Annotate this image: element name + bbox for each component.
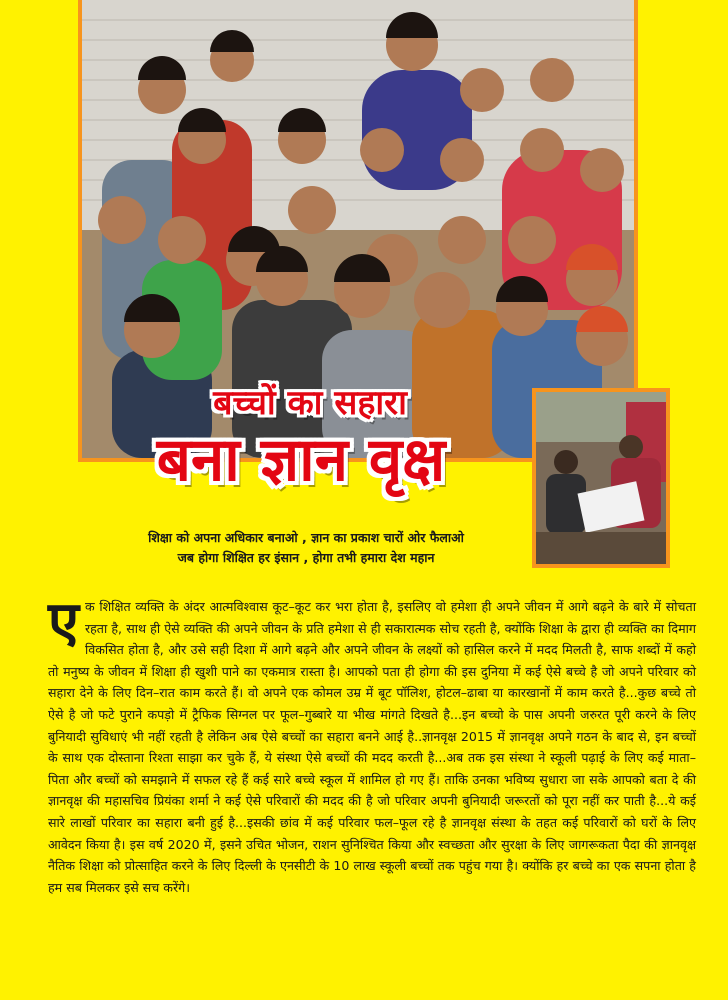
tagline-line-2: जब होगा शिक्षित हर इंसान , होगा तभी हमारा देश महान xyxy=(177,550,435,565)
article-body xyxy=(48,590,696,898)
drop-cap: ए xyxy=(48,590,79,655)
headline-line-1: बच्चों का सहारा xyxy=(213,383,407,423)
article-text: क शिक्षित व्यक्ति के अंदर आत्मविश्वास कूट–कूट कर भरा होता है, इसलिए वो हमेशा ही अपने जीवन में आगे बढ़ने के बारे में सोचता रहता है, साथ ही ऐसे व्यक्ति की अपने जीवन के प्रति हमेशा से ही सकारात्मक सोच रहती है, क्योंकि शिक्षा के द्वारा ही व्यक्ति का दिमाग विकसित होता है, और उसे सही दिशा में आगे बढ़ने और अपने जीवन के लक्ष्यों को हासिल करने में मदद मिलती है, साफ शब्दों में कहो तो मनुष्य के जीवन में शिक्षा ही खुशी पाने का एकमात्र रास्ता है। आपको पता ही होगा की इस दुनिया में कई ऐसे बच्चे है जो अपने परिवार को सहारा देने के लिए दिन–रात काम करते हैं। वो अपने एक कोमल उम्र में बूट पॉलिश, होटल–ढाबा या कारखानों में काम करते है...कुछ बच्चे तो ऐसे है जो फटे पुराने कपड़ो में ट्रैफिक सिग्नल पर फूल–गुब्बारे या भीख मांगते दिखते है...इन बच्चो के पास अपनी जरुरत पूरी करने के लिए बुनियादी सुविधाएं भी नहीं रहती है लेकिन अब ऐसे बच्चों का सहारा बनने आई है..ज्ञानवृक्ष 2015 में ज्ञानवृक्ष अपने गठन के बाद से, इन बच्चों के साथ एक दोस्ताना रिश्ता साझा कर चुके हैं, ये संस्था ऐसे बच्चों की मदद करती है...अब तक इस संस्था ने स्कूली पढ़ाई के लिए कई माता–पिता और बच्चों को समझाने में सफल रहे हैं कई सारे बच्चे स्कूल में शामिल हो गए हैं। ताकि उनका भविष्य सुधारा जा सके आपको बता दे की ज्ञानवृक्ष की महासचिव प्रियंका शर्मा ने कई ऐसे परिवारों की मदद की है जो परिवार अपनी बुनियादी जरूरतों को पूरा नहीं कर पाती है...ये कई सारे लाखों परिवार का सहारा बनी हुई है...इसकी छांव में कई परिवार फल–फूल रहे है ज्ञानवृक्ष संस्था के तहत कई परिवारों को घरों के लिए आवेदन किया है। इस वर्ष 2020 में, इसने उचित भोजन, राशन सुनिश्चित किया और स्वच्छता और सुरक्षा के लिए जागरूकता पैदा की ज्ञानवृक्ष नैतिक शिक्षा को प्रोत्साहित करने के लिए दिल्ली के एनसीटी के 10 लाख स्कूली बच्चों तक पहुंच गया है। क्योंकि हर बच्चे का एक सपना होता है हम सब मिलकर इसे सच करेंगे। xyxy=(48,599,696,895)
headline-line-2: बना ज्ञान वृक्ष xyxy=(156,425,446,495)
children-studying-illustration xyxy=(536,392,666,564)
children-studying-photo xyxy=(532,388,670,568)
tagline-line-1: शिक्षा को अपना अधिकार बनाओ , ज्ञान का प्रकाश चारों ओर फैलाओ xyxy=(148,530,464,545)
tagline xyxy=(96,528,516,568)
